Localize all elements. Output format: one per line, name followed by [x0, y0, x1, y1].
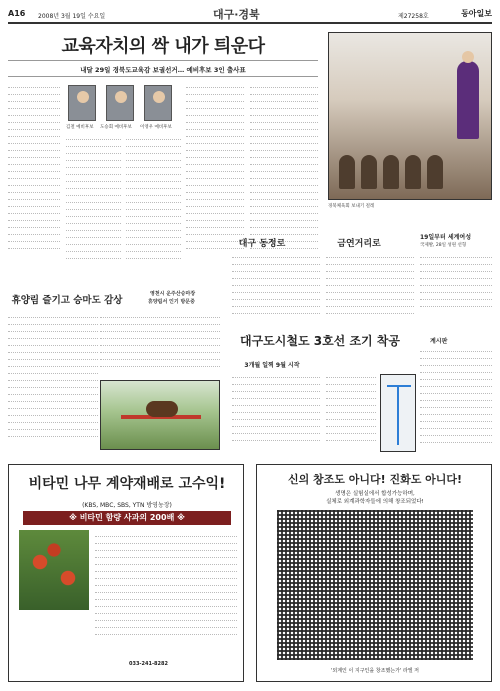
page-number: A16	[8, 9, 26, 18]
ad-body	[95, 531, 237, 651]
article-body-column	[326, 372, 376, 454]
ad-pattern-image	[277, 510, 473, 660]
notice-board-body	[420, 346, 492, 456]
paper-name: 동아일보	[461, 9, 492, 18]
ad-title: 신의 창조도 아니다! 진화도 아니다!	[287, 473, 463, 486]
article-body-column	[100, 312, 220, 374]
article-body-column	[326, 252, 414, 322]
notice-board-title: 계시판	[430, 338, 448, 345]
sidebar-body	[420, 252, 492, 312]
issue-date: 2008년 3월 19일 수요일	[38, 13, 106, 20]
candidate-photo	[68, 85, 96, 121]
divider	[8, 76, 318, 77]
subway-headline: 대구도시철도 3호선 조기 착공	[240, 334, 400, 348]
article-body-column	[232, 252, 320, 322]
subway-map	[380, 374, 416, 452]
ad-banner: ※ 비타민 함량 사과의 200배 ※	[23, 511, 231, 525]
sidebar-title: 19일부터 세계여성	[420, 234, 472, 241]
ad-phone: 033-241-8282	[129, 661, 168, 667]
candidate-caption: 이영우 예비후보	[140, 125, 172, 130]
candidate-caption: 도승회 예비후보	[100, 125, 132, 130]
photo-caption: 경북체육회 보내기 걸레	[328, 204, 375, 209]
masthead	[8, 4, 492, 24]
classroom-photo	[328, 32, 492, 200]
candidate-photo	[106, 85, 134, 121]
vitamin-tree-ad	[8, 464, 244, 682]
section-title: 대구·경북	[213, 8, 260, 21]
section-heading: 대구 동정로	[238, 239, 286, 249]
ad-line: 생명은 실험실에서 합성가능하며,	[335, 491, 415, 497]
main-subhead: 내달 29일 경북도교육감 보궐선거… 예비후보 3인 출사표	[80, 66, 246, 74]
issue-number: 제27258호	[398, 13, 429, 20]
ad-footer: '외계인 이 지구인을 창조했는가' 라엘 저	[331, 668, 419, 674]
article-body-column	[8, 312, 98, 452]
candidate-caption: 김철 예비후보	[66, 125, 94, 130]
article-body-column	[66, 134, 121, 272]
sidebar-subtitle: 국제발, 28일 성원 선형	[420, 243, 467, 248]
horse-jump-photo	[100, 380, 220, 450]
ad-line: 실체로 외계과학자들에 의해 창조되었다!	[326, 499, 424, 505]
main-headline: 교육자치의 싹 내가 틔운다	[61, 36, 265, 57]
horse-headline: 휴양림 즐기고 승마도 감상	[11, 295, 123, 306]
section-heading: 금연거리로	[337, 239, 381, 249]
article-body-column	[126, 134, 181, 272]
article-body-column	[232, 372, 320, 454]
horse-subhead: 영천시 운주산승마장	[150, 291, 196, 297]
apple-photo	[19, 530, 89, 610]
subway-subhead: 3개월 일찍 9월 시작	[244, 362, 300, 369]
ad-title: 비타민 나무 계약재배로 고수익!	[28, 476, 226, 492]
divider	[8, 60, 318, 61]
candidate-photo	[144, 85, 172, 121]
book-ad	[256, 464, 492, 682]
article-body-column	[8, 82, 60, 272]
horse-subhead: 휴양림서 인기 방문중	[148, 299, 195, 305]
ad-tv-note: (KBS, MBC, SBS, YTN 방영농장)	[82, 502, 172, 509]
